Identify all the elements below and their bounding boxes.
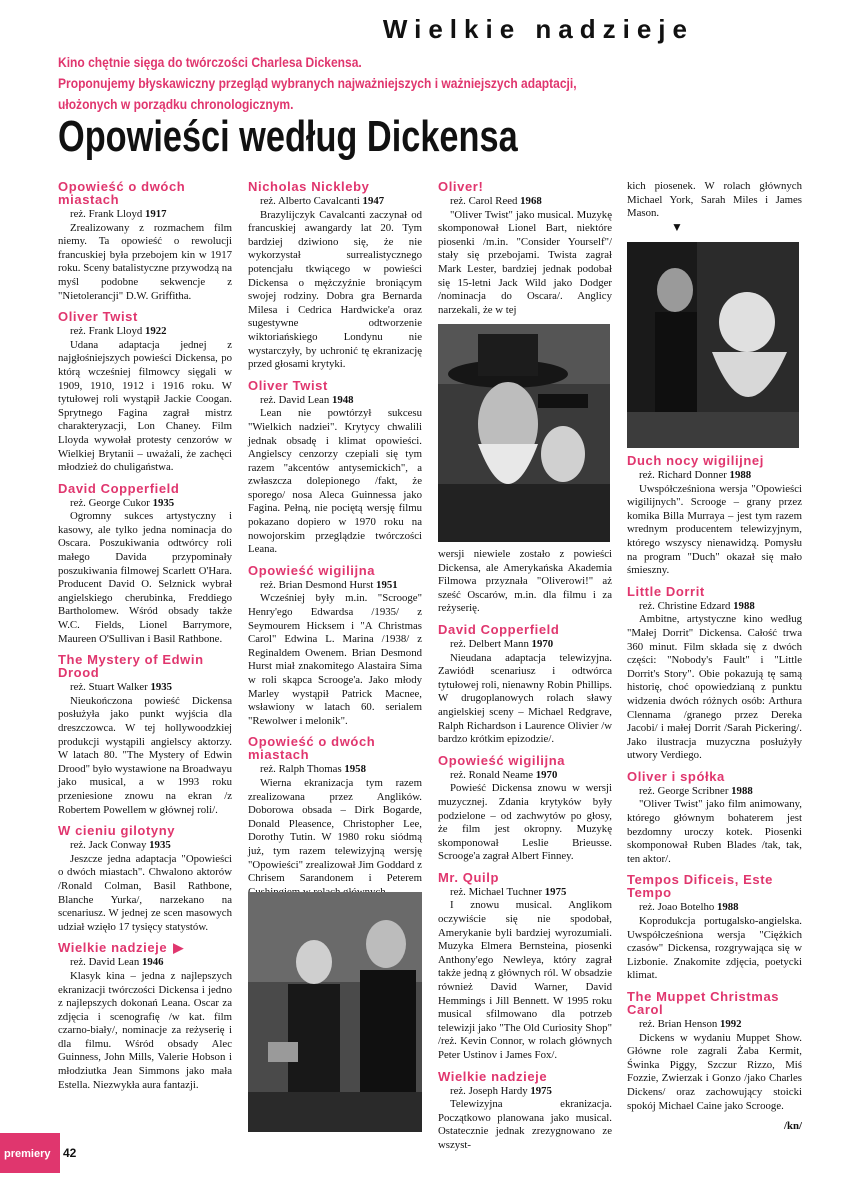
- film-title: Oliver i spółka: [627, 768, 725, 784]
- film-title: Opowieść o dwóch miastach: [248, 734, 376, 763]
- film-director: reż. Alberto Cavalcanti 1947: [260, 195, 385, 207]
- intro-line: Kino chętnie sięga do twórczości Charlesa Dickensa.: [58, 54, 362, 70]
- film-entry: [627, 990, 802, 1113]
- film-director: reż. Jack Conway 1935: [70, 839, 171, 852]
- film-entry: [58, 941, 232, 1092]
- film-title: Duch nocy wigilijnej: [627, 453, 764, 468]
- article-title: Opowieści według Dickensa: [58, 112, 518, 161]
- column-3-continued: [438, 548, 612, 1160]
- film-director: reż. Carol Reed 1968: [450, 195, 542, 207]
- film-description: Nieukończona powieść Dickensa posłużyła jako punkt wyjścia dla dreszczowca. W tej hollywoodzkiej produkcji wystąpili angielscy aktorzy. W latach 80. "The Mystery of Edwin Drood" było wystawione na Broadwayu jako musical, a w 1993 roku przeniesione znowu na ekran /z Robertem Powellem w głównej roli/.: [58, 694, 232, 816]
- film-title: David Copperfield: [58, 480, 180, 496]
- film-entry: [438, 871, 612, 1063]
- film-title: Oliver Twist: [248, 377, 328, 393]
- film-entry: [248, 180, 422, 372]
- film-title: Opowieść o dwóch miastach: [58, 179, 186, 207]
- film-title: Opowieść wigilijna: [248, 562, 376, 578]
- film-title: David Copperfield: [438, 621, 560, 637]
- intro-lead: [58, 52, 577, 115]
- photo-illustration: [627, 242, 799, 448]
- film-description: Ambitne, artystyczne kino według "Małej Dorrit" Dickensa. Całość trwa 360 minut. Film składa się z dwóch części: "Nobody's Fault" i "Little Dorrit's Story". Obie pokazują tę samą historię, choć opowiedzianą z punktu widzenia dwóch różnych osób: Arthura Clennama /granego przez Dereka Jacobi/ i małej Dorrit /Sarah Pickering/. Jako ilustracja muzyczna posłużyły utwory Verdiego.: [627, 613, 802, 762]
- film-director: reż. Joseph Hardy 1975: [450, 1084, 552, 1097]
- film-entry: [438, 623, 612, 747]
- film-director: reż. George Cukor 1935: [70, 496, 175, 509]
- film-description: wersji niewiele zostało z powieści Dickensa, ale Amerykańska Akademia Filmowa przyznała "Oliverowi!" aż sześć Oscarów, m.in. dla filmu i za reżyserię.: [438, 548, 612, 615]
- column-3: [438, 180, 612, 324]
- film-entry: [627, 770, 802, 867]
- film-title: The Muppet Christmas Carol: [627, 989, 780, 1017]
- film-description: Koprodukcja portugalsko-angielska. Uwspółcześniona wersja "Ciężkich czasów" Dickensa, rozgrywająca się w Lizbonie. Znakomite zdjęcia, poetycki klimat.: [627, 915, 802, 982]
- intro-line: ułożonych w porządku chronologicznym.: [58, 96, 294, 112]
- film-entry: [58, 482, 232, 647]
- film-description: I znowu musical. Anglikom oczywiście się nie spodobał, Amerykanie byli bardziej wyrozumiali. Muzyka Elmera Bernsteina, piosenki Anthony'ego Newleya, który zagrał także jedną z głównych ról. W obsadzie również David Warner, David Hemmings i Jill Bennett. W 1995 roku musical sfilmowano dla potrzeb telewizji jako "The Old Curiosity Shop" /reż. Kevin Connor, w rolach głównych Peter Ustinov i James Fox/.: [438, 899, 612, 1061]
- film-still-photo: [438, 324, 610, 542]
- film-description: Klasyk kina – jedna z najlepszych ekranizacji twórczości Dickensa i jedno z najlepszych dokonań Leana. Oscar za zdjęcia i scenografię /w kat. film czarno-biały/, nominacje za reżyserię i dla filmu. Wśród obsady Alec Guinness, John Mills, Valerie Hobson i młodziutka Jean Simmons jako mała Estella. Niezwykła aura fantazji.: [58, 969, 232, 1091]
- column-1: [58, 180, 232, 1099]
- film-title: Mr. Quilp: [438, 869, 500, 885]
- section-header-title: Wielkie nadzieje: [382, 14, 694, 44]
- film-title: The Mystery of Edwin Drood: [58, 652, 204, 681]
- film-description: kich piosenek. W rolach głównych Michael York, Sarah Miles i James Mason.: [627, 180, 802, 220]
- film-director: reż. Frank Lloyd 1917: [70, 208, 167, 220]
- film-director: reż. David Lean 1948: [260, 393, 354, 406]
- film-director: reż. Michael Tuchner 1975: [450, 885, 567, 898]
- film-title: Opowieść wigilijna: [438, 752, 566, 768]
- section-label: premiery: [4, 1148, 51, 1160]
- film-director: reż. Christine Edzard 1988: [639, 599, 755, 612]
- film-entry: [438, 180, 612, 317]
- film-entry: [627, 585, 802, 763]
- film-description: Udana adaptacja jednej z najgłośniejszych powieści Dickensa, po którą wcześniej filmowcy sięgali w 1909, 1910, 1912 i 1916 roku. W tytułowej roli wystąpił Jackie Coogan. Sprytnego Fagina zagrał mistrz charakteryzacji, Lon Chaney. Film Lloyda wywołał protesty cenzorów w Wielkiej Brytanii – uważali, że zachęci młodzież do chuligaństwa.: [58, 338, 232, 474]
- photo-illustration: [438, 324, 610, 542]
- film-director: reż. Brian Desmond Hurst 1951: [260, 578, 398, 591]
- film-description: Powieść Dickensa znowu w wersji muzycznej. Zdania krytyków były podzielone – od zachwytów po głosy, że film jest okropny. Muzykę skomponował Leslie Brieusse. Scrooge'a zagrał Albert Finney.: [438, 782, 612, 863]
- film-entry: [58, 653, 232, 817]
- film-title: Oliver!: [438, 179, 484, 194]
- film-entry: [627, 873, 802, 983]
- continue-arrow-icon: ▶: [173, 940, 184, 956]
- film-title: Little Dorrit: [627, 583, 705, 599]
- film-title: W cieniu gilotyny: [58, 823, 176, 839]
- film-description: "Oliver Twist" jako film animowany, którego głównym bohaterem jest bezdomny uroczy kotek. Piosenki skomponował Ruben Blades /tak, tak, ten aktor/.: [627, 798, 802, 865]
- film-director: reż. Delbert Mann 1970: [450, 637, 554, 650]
- film-still-photo: [248, 892, 422, 1132]
- film-title: Wielkie nadzieje ▶: [58, 940, 184, 956]
- film-description: Ogromny sukces artystyczny i kasowy, ale tylko jedna nominacja do Oscara. Poszukiwania odtwórcy roli małego Davida przypominały poszukiwania filmowej Scarlett O'Hara. Producent David O. Selznick wybrał angielskiego cherubinka, Freddiego Bartholomew. Wśród obsady także W.C. Fields, Lionel Barrymore, Maureen O'Sullivan i Basil Rathbone.: [58, 510, 232, 645]
- film-director: reż. Frank Lloyd 1922: [70, 325, 167, 338]
- film-entry: [248, 735, 422, 899]
- film-still-photo: [627, 242, 799, 448]
- film-title: Oliver Twist: [58, 309, 138, 325]
- film-director: reż. Brian Henson 1992: [639, 1018, 742, 1030]
- film-title: Nicholas Nickleby: [248, 179, 370, 194]
- film-description: "Oliver Twist" jako musical. Muzykę skomponował Lionel Bart, niektóre piosenki /m.in. "Consider Yourself"/ stały się przebojami. Twista zagrał Mark Lester, bardziej jednak podobał się 15-letni Jack Wild jako Dodger /nominacja do Oscara/. Anglicy narzekali, że w tej: [438, 208, 612, 316]
- film-director: reż. Ronald Neame 1970: [450, 768, 558, 781]
- film-title: Tempos Dificeis, Este Tempo: [627, 872, 774, 901]
- film-director: reż. Joao Botelho 1988: [639, 901, 739, 914]
- film-entry: [438, 754, 612, 864]
- author-signature: /kn/: [783, 1120, 802, 1133]
- film-entry: [58, 310, 232, 475]
- film-entry: [248, 564, 422, 729]
- film-description: Wcześniej były m.in. "Scrooge" Henry'ego Edwardsa /1935/ z Seymourem Hicksem i "A Christmas Carol" Edwina L. Marina /1938/ z Reginaldem Owenem. Brian Desmond Hurst miał znakomitego Alastaira Sima w roli skąpca Scrooge'a. Jako młody Marley wystąpił Patrick Macnee, wsławiony w latach 60. serialem "Rewolwer i melonik".: [248, 592, 422, 727]
- film-entry: [438, 1070, 612, 1153]
- intro-line: Proponujemy błyskawiczny przegląd wybranych najważniejszych i ważniejszych adaptacji,: [58, 75, 577, 91]
- film-director: reż. Ralph Thomas 1958: [260, 763, 366, 776]
- film-entry: [58, 824, 232, 934]
- film-description: Nieudana adaptacja telewizyjna. Zawiódł scenariusz i odtwórca tytułowej roli, nienawny Robin Phillips. W drugoplanowych rolach sławy angielskiej sceny – Michael Redgrave, Ralph Richardson i Laurence Olivier /w bardzo krótkim epizodzie/.: [438, 651, 612, 746]
- film-description: Telewizyjna ekranizacja. Początkowo planowana jako musical. Ostatecznie jednak zrezygnowano ze wszyst-: [438, 1098, 612, 1151]
- film-description: Dickens w wydaniu Muppet Show. Główne role zagrali Żaba Kermit, Świnka Piggy, Szczur Rizzo, Miś Fozzie, Zwierzak i Gonzo /jako Charles Dickens/ oraz zachowujący stoicki spokój Michael Caine jako Scrooge.: [627, 1031, 802, 1112]
- film-director: reż. Stuart Walker 1935: [70, 681, 173, 694]
- film-description: Jeszcze jedna adaptacja "Opowieści o dwóch miastach". Chwalono aktorów /Ronald Colman, Basil Rathbone, Blanche Yurka/, narzekano na scenariusz. W jednej ze scen masowych udział wzięło 17 tysięcy statystów.: [58, 852, 232, 933]
- film-description: Wierna ekranizacja tym razem zrealizowana przez Anglików. Doborowa obsada – Dirk Bogarde, Donald Pleasence, Christopher Lee, Dorothy Tutin. W 1980 roku siódmą już, tym razem telewizyjną wersję "Opowieści" zrealizował Jim Goddard z Chrisem Sarandonem i Peterem: [248, 776, 422, 885]
- continue-down-arrow-icon: ▼: [671, 219, 683, 234]
- film-description: Brazylijczyk Cavalcanti zaczynał od francuskiej awangardy lat 20. Tym bardziej dziwiono się, że nie wykorzystał surrealistycznego potencjału tkwiącego w powieści Dickensa o mężczyźnie broniącym swojej rodziny. Dobra gra Bernarda Milesa i Cedrica Hardwicke'a oraz sugestywne odtworzenie wiktoriańskiego Londynu nie wystarczyły, by uchronić tę ekranizację przed głosami krytyki.: [248, 208, 422, 371]
- column-4-top: [627, 180, 802, 234]
- photo-illustration: [248, 892, 422, 1132]
- film-director: reż. Richard Donner 1988: [639, 469, 752, 481]
- film-entry: [58, 180, 232, 303]
- film-entry: [248, 379, 422, 557]
- film-title: Wielkie nadzieje: [438, 1068, 548, 1084]
- column-2: [248, 180, 422, 906]
- film-director: reż. David Lean 1946: [70, 956, 164, 969]
- page-number: 42: [63, 1146, 77, 1160]
- film-description: Lean nie powtórzył sukcesu "Wielkich nadziei". Krytycy chwalili jednak obsadę i klimat opowieści. Angielscy cenzorzy czepiali się tym razem "akcentów antysemickich", a zwłaszcza dolepionego /fakt, że sporego/ nosa Aleca Guinnessa jako Fagina. Pełną, nie pociętą wersję filmu pokazano dopiero w 1970 roku na nowojorskim przeglądzie twórczości Leana.: [248, 407, 422, 556]
- film-entry: [627, 454, 802, 578]
- film-description: Zrealizowany z rozmachem film niemy. Ta opowieść o rewolucji francuskiej była przebojem kin w 1917 roku. Sceny batalistyczne przywodzą na myśl podobne sekwencje z "Nietolerancji" D.W. Griffitha.: [58, 221, 232, 302]
- film-description: Uwspółcześniona wersja "Opowieści wigilijnych". Scrooge – grany przez komika Billa Murraya – jest tym razem wrednym producentem telewizyjnym, którego wszyscy nienawidzą. Pomysłu na program "Duch" okazał się mało śmieszny.: [627, 482, 802, 577]
- film-director: reż. George Scribner 1988: [639, 784, 753, 797]
- column-4: [627, 454, 802, 1134]
